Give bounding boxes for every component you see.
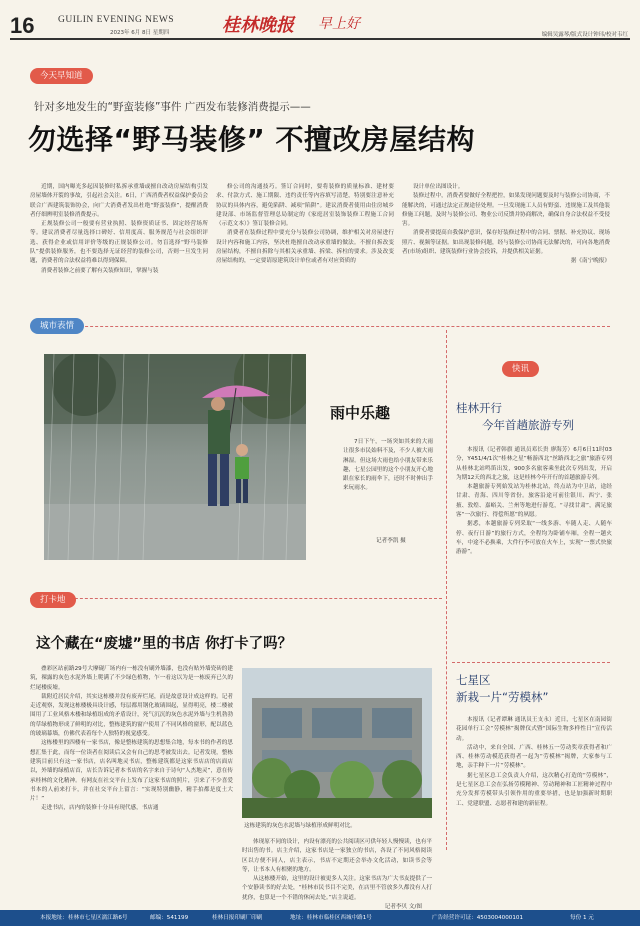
article-col-3 <box>402 183 610 267</box>
footer-bar <box>0 910 640 926</box>
divider <box>60 326 610 327</box>
article-paragraph: 消费者要提高自我保护意识，保存好装修过程中的合同、票据、补充协议、现场照片、视频等证据。如出现装修问题，经与装修公司协商无法解决的，可向各地消费者(市场)组织、建筑装修行业协会投诉，并提供相关证据。 <box>402 230 610 256</box>
section-tag-flash: 快讯 <box>502 361 539 377</box>
article-byline: 据《南宁晚报》 <box>570 258 610 265</box>
bookstore-photo <box>242 668 432 818</box>
article-paragraph: 从这栋楼开始，这里的设计被更多人关注。这家书店为广大书友提供了一个安静读书的好去处，“桂林市民书目不完美，在店里不管放多久都没有人打扰你，也算是一个不错的休闲去处。”店主说道。 <box>242 876 433 901</box>
article-paragraph: 消费者装修之前要了解有关装修知识，掌握与装 <box>41 267 159 274</box>
masthead <box>0 0 640 40</box>
story-title: 桂林开行 <box>456 401 502 415</box>
article-paragraph: 裁附近居民介绍，其实这栋楼并没有废弃烂尾，而是故意设计成这样的。记者走近观察，发现这栋楼极具设计感，每层都用钢化玻璃围起，显得明亮，楼二楼被围用了工业风格木楼和绿植组成的矛盾设计，死气沉沉的灰色水泥外墙与生机勃勃的草绿植物形成了鲜明的对比，整栋建筑的窗户使用了不同风格的窗形，配以蓝色的玻璃幕墙，仿佛代表着每个人独特的视觉感受。 <box>30 693 233 738</box>
footer-postcode: 邮编：541199 <box>150 915 189 921</box>
story-title: 新栽一片“劳模林” <box>456 690 549 704</box>
rain-photo-illustration <box>44 354 306 560</box>
article-paragraph: 消费者在装修过程中要充分与装修公司协调，维护相关对房屋进行设计内容和施工内容，坚决杜绝擅自改动承重墙的做法。不擅自拆改变房屋结构，不擅自拆除与其相关承重墙、拆梁、拆柱的要求。涉及改变房屋结构的，一定要请原建筑设计单位或者有对应资质的 <box>216 230 394 265</box>
article-kicker: 针对多地发生的“野蛮装修”事件 广西发布装修消费提示—— <box>34 101 311 113</box>
article-paragraph: 本趟旅游专列始发站为桂林北站，终点站为中卫站，途经甘肃、青海、四川等省份。旅客沿途可前往银川、西宁、张掖、敦煌、嘉峪关、兰州等地进行游览，“寻找甘肃”，满足旅客“一次旅行、得偿所愿”的夙愿。 <box>456 484 612 519</box>
article-paragraph: 正规装修公司一般要有营业执照、装修资质证书、固定经营场所等。建议消费者尽量选择口碑好、信用度高、服务规范与社会组织评选、获得企业或信用评价等级的正规装修公司。勿盲选择“野马装修队”提供装修服务，也不要选择无证经营的装修公司，否则一旦发生问题，消费者的合法权益将难以得到保障。 <box>30 221 208 265</box>
footer-license: 广告经营许可证：4503004000101 <box>432 915 524 921</box>
article-col-1 <box>30 183 208 276</box>
article-paragraph: 近期，国内曝光多起因装修时私拆承重墙或擅自改动房屋结构引发房屋墙体开裂的事故，引起社会关注。6日，广西消费者权益保护委员会联合广西建筑装饰协会，向广大消费者发出杜绝“野蛮装修”，提醒消费者仔细辨明室装修消费提示。 <box>30 184 208 218</box>
sidebar-story-2 <box>456 672 612 809</box>
article-paragraph: 走进书店，店内的装修十分具有现代感，书店通 <box>41 805 159 812</box>
section-tag-checkin: 打卡地 <box>30 592 76 608</box>
article-paragraph: 这栋楼里的四楼有一家书店，像是整栋建筑的思想集合地，每本书的作者的思想汇集于此，而每一位读者在阅读后又会有自己的思考被发出去。记者发现，整栋建筑目前只有这一家书店，店名叫地灵书店，整栋建筑都是这家书店店的店面店以，外墙的绿植店首，店长告诉记者本书店的名字来自于诗句“人杰地灵”，意在传承桂林的文化精神。有网友在社交平台上发布了这家书店的照片，引来了不少喜爱书本的人前来打卡，并在社交平台上留言：“实现特别幽静，精手拍都是度土大片！” <box>30 740 233 803</box>
photo-story-byline: 记者李凯 摄 <box>376 538 406 544</box>
bookstore-photo-illustration <box>242 668 432 818</box>
story-title: 七星区 <box>456 673 491 687</box>
article-paragraph: 本报讯（记者谭琳 通讯员王支永）近日，七星区在南园街花园单行工会“劳模林”揭牌仪式暨“国际生物多样性日”宣传活动。 <box>456 717 612 742</box>
bookstore-photo-caption: 这栋建筑的灰色水泥墙与绿植形成鲜明对比。 <box>244 823 356 829</box>
article-paragraph: 本报讯（记者韩旗 通讯员邓长贵 廖海芳）6月6日11时03分，Y451/4/1次“桂林之星”畅游西北“丝路西北之旅”旅游专列从桂林北站鸣笛出发，900多名旅客乘坐此次专列出发，开启为期12天的西北之旅，这是桂林今年开行的首趟旅游专列。 <box>456 447 612 481</box>
article-paragraph: 设计单位出图设计。 <box>413 184 464 190</box>
footer-price: 每份 1 元 <box>570 915 594 921</box>
photo-story-body: 7日下午，一场突如其来的大雨让很多市民始料不及，不少人被大雨淋湿。但这场大雨也给小朋友带来乐趣，七星公园里的这个小朋友开心地跟在家长的雨伞下，还时不时伸出手来玩雨水。 <box>343 439 433 492</box>
footer-printer: 桂林日报印刷厂印刷 <box>212 915 263 921</box>
article-paragraph: 据悉，本趟旅游专列采取“一线多游、车随人走、人随车停、夜行日游”的旅行方式，全程均为卧铺车厢，全程一趟火车，中途不必换乘，大件行李可放在火车上，实现“一票式快旅游游”。 <box>456 521 612 556</box>
article-paragraph: 体现原不同的设计，内设有漂亮的公共阅读区可供年轻人慢慢读，也有平时出售的书。店主介绍，这家书店是一家独立的书店，各设了不同风格阅读区以方便不同人，店主表示，书店不定期还会举办文化活动，如读书会等等，让书本人有相聚的地方。 <box>242 839 433 873</box>
sidebar-story-1 <box>456 400 612 558</box>
article-paragraph: 叠彩区站前路29号大摩砚厂场内有一栋没有刷外墙漆，也没有贴外墙瓷砖的建筑，裸露的灰色水泥外墙上爬满了不少绿色植物，乍一看这以为是一栋废弃已久的烂尾楼废墟。 <box>30 666 233 691</box>
photo-story-title: 雨中乐趣 <box>330 404 391 422</box>
article-byline: 记者李贝 文/图 <box>384 904 422 911</box>
page-number: 16 <box>10 13 35 38</box>
footer-printer-address: 地址：桂林市临桂区西城中路1号 <box>290 915 372 921</box>
article-headline: 勿选择“野马装修” 不擅改房屋结构 <box>28 123 476 156</box>
article-paragraph: 装修过程中，消费者要做好全程把控，如果发现问题要及时与装修公司协商，不能解决的，可通过法定正规途径处理。一旦发现施工人员有野蛮、违规施工及其他装修施工问题，及时与装修公司、物业公司反馈并协商解决，确保自身合法权益不受侵害。 <box>402 193 610 228</box>
article-paragraph: 修公司的沟通技巧。签订合同时，要将装修的质量标准、建材要求、付款方式、施工期限、违约责任等内容填写清楚，特别要注意补充协议的具体内容，避免陷阱、减项“陷阱”。建议消费者使用由住房城乡建设部、市场监督管理总局制定的《家庭居室装饰装修工程施工合同（示范文本）》签订装修合同。 <box>216 184 394 228</box>
bookstore-col-1 <box>30 665 233 814</box>
article-col-2 <box>216 183 394 267</box>
section-name: 早上好 <box>318 16 360 32</box>
paper-name-cn: 桂林晚报 <box>222 15 294 36</box>
bookstore-col-2 <box>242 838 432 912</box>
section-tag-city: 城市表情 <box>30 318 84 334</box>
footer-address: 本报地址：桂林市七星区漓江路6号 <box>40 915 128 921</box>
masthead-rule <box>10 38 630 40</box>
divider <box>30 598 442 599</box>
story-title: 今年首趟旅游专列 <box>482 418 574 432</box>
section-tag-today: 今天早知道 <box>30 68 93 84</box>
paper-name-en: GUILIN EVENING NEWS <box>58 15 175 25</box>
article-paragraph: 活动中，来自全国、广西、桂林五一劳动奖章获得者和广西、桂林劳动模范获得者一起为“劳模林”揭牌，大家参与工地，亲手种下一片“劳模林”。 <box>456 744 612 770</box>
bookstore-headline: 这个藏在“废墟”里的书店 你打卡了吗？ <box>36 636 293 652</box>
divider <box>452 662 610 663</box>
divider <box>446 330 447 850</box>
rain-photo <box>44 354 306 560</box>
editors: 编辑吴露琴/版式设计钟玮/校对韦红 <box>541 32 628 38</box>
date-line: 2023年 6月 8日 星期四 <box>110 30 170 36</box>
article-paragraph: 据七星区总工会负责人介绍，这次精心打造的“劳模林”，是七星区总工会在弘扬劳模精神、劳动精神和工匠精神过程中充分发挥劳模带头引领作用的重要举措，也是加强新时期职工、党建联盟、志愿者和建的新征程。 <box>456 772 612 807</box>
